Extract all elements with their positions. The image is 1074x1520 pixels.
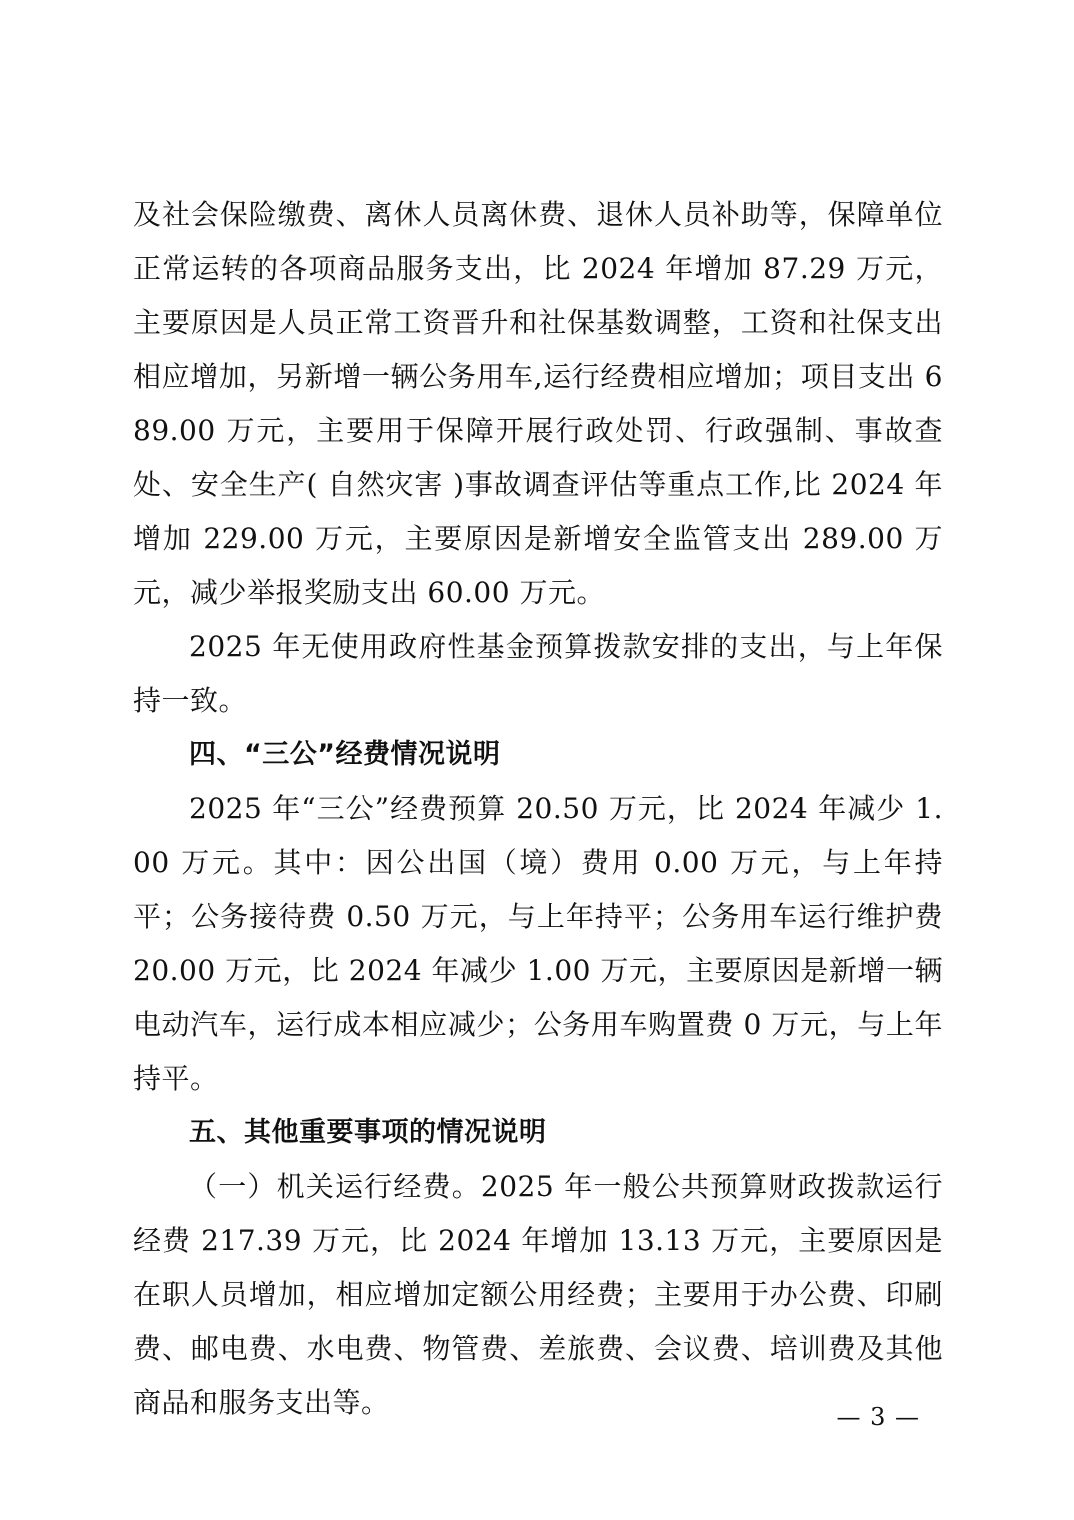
paragraph-expenditure-details: 及社会保险缴费、离休人员离休费、退休人员补助等，保障单位正常运转的各项商品服务支出，比 2024 年增加 87.29 万元，主要原因是人员正常工资晋升和社保基数调整，工资和社保支出相应增加，另新增一辆公务用车,运行经费相应增加；项目支出 689.00 万元，主要用于保障开展行政处罚、行政强制、事故查处、安全生产( 自然灾害 )事故调查评估等重点工作,比 2024 年增加 229.00 万元，主要原因是新增安全监管支出 289.00 万元，减少举报奖励支出 60.00 万元。 <box>133 198 943 609</box>
paragraph-three-public-expenses: 2025 年“三公”经费预算 20.50 万元，比 2024 年减少 1.00 万元。其中：因公出国（境）费用 0.00 万元，与上年持平；公务接待费 0.50 万元，与上年持平；公务用车运行维护费 20.00 万元，比 2024 年减少 1.00 万元，主要原因是新增一辆电动汽车，运行成本相应减少；公务用车购置费 0 万元，与上年持平。 <box>133 792 943 1095</box>
document-body <box>133 188 943 1430</box>
section-heading-other-matters: 五、其他重要事项的情况说明 <box>189 1117 547 1148</box>
paragraph-government-fund: 2025 年无使用政府性基金预算拨款安排的支出，与上年保持一致。 <box>133 630 943 717</box>
paragraph-operating-expenses: （一）机关运行经费。2025 年一般公共预算财政拨款运行经费 217.39 万元，比 2024 年增加 13.13 万元，主要原因是在职人员增加，相应增加定额公用经费；主要用于办公费、印刷费、邮电费、水电费、物管费、差旅费、会议费、培训费及其他商品和服务支出等。 <box>133 1170 943 1419</box>
page-number: — 3 — <box>836 1403 920 1431</box>
section-heading-three-public: 四、“三公”经费情况说明 <box>189 739 501 770</box>
